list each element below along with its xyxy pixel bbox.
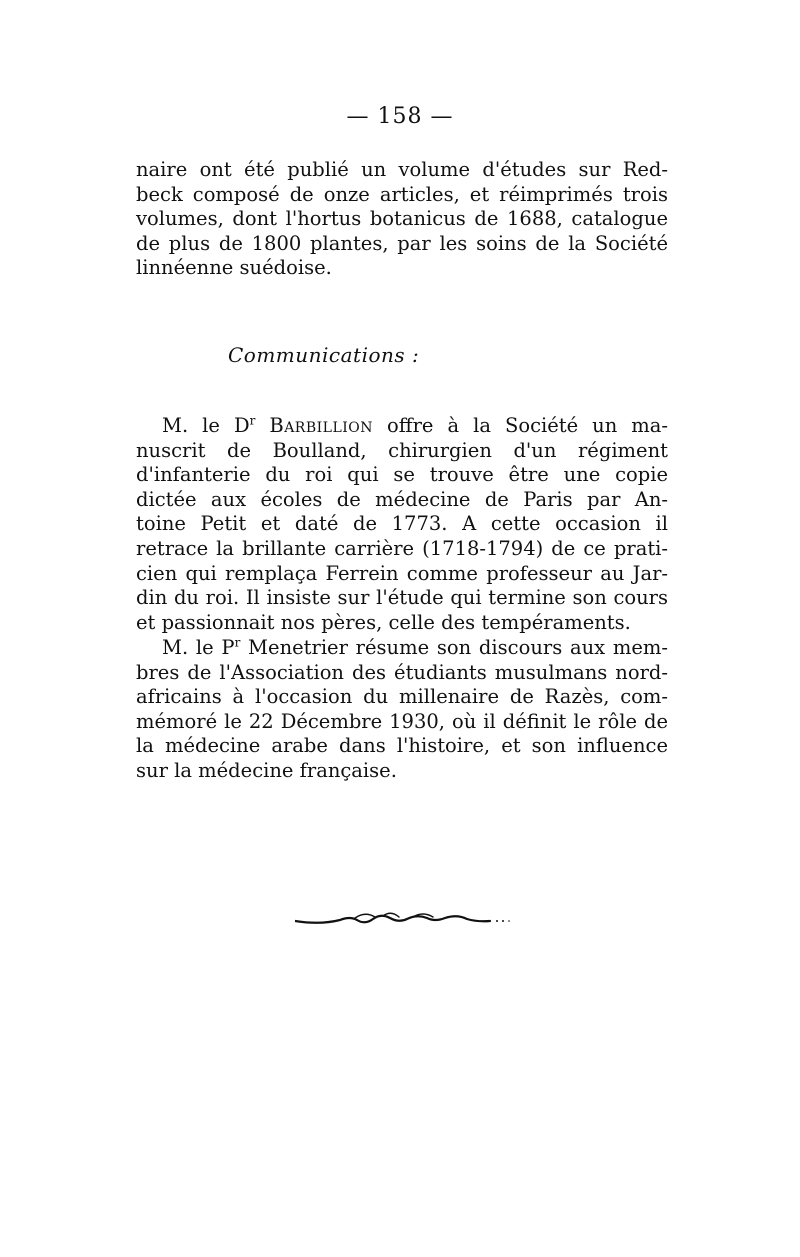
text-line: bres de l'Association des étudiants musulmans nord- xyxy=(136,660,668,684)
text-line: linnéenne suédoise. xyxy=(136,256,332,280)
text-line: la médecine arabe dans l'histoire, et son influence xyxy=(136,734,668,758)
text-fragment: M. le P xyxy=(162,636,235,659)
text-line: africains à l'occasion du millenaire de Razès, com- xyxy=(136,685,668,709)
author-name: Barbillion xyxy=(269,414,374,437)
text-fragment: Menetrier résume son discours aux mem- xyxy=(240,636,668,659)
text-line: sur la médecine française. xyxy=(136,758,397,782)
superscript: r xyxy=(234,635,241,650)
text-line: nuscrit de Boulland, chirurgien d'un régiment xyxy=(136,438,668,462)
text-fragment: M. le D xyxy=(162,414,250,437)
text-line: beck composé de onze articles, et réimprimés trois xyxy=(136,182,668,206)
text-line: de plus de 1800 plantes, par les soins de la Société xyxy=(136,231,668,255)
superscript: r xyxy=(249,413,256,428)
text-line: retrace la brillante carrière (1718-1794) de ce prati- xyxy=(136,536,668,560)
text-fragment: offre à la Société un ma- xyxy=(373,414,668,437)
text-line: toine Petit et daté de 1773. A cette occasion il xyxy=(136,512,668,536)
text-line: cien qui remplaça Ferrein comme professeur au Jar- xyxy=(136,561,668,585)
text-line xyxy=(136,414,668,439)
paragraph-barbillion xyxy=(136,414,668,635)
text-line: mémoré le 22 Décembre 1930, où il définit le rôle de xyxy=(136,709,668,733)
page-number: — 158 — xyxy=(346,104,454,129)
ornament-divider xyxy=(295,905,515,935)
section-heading: Communications : xyxy=(228,343,420,367)
text-line: volumes, dont l'hortus botanicus de 1688, catalogue xyxy=(136,207,668,231)
intro-paragraph xyxy=(136,158,668,281)
text-line xyxy=(136,636,668,661)
text-line: din du roi. Il insiste sur l'étude qui termine son cours xyxy=(136,586,668,610)
text-line: et passionnait nos pères, celle des tempéraments. xyxy=(136,610,631,634)
text-line: d'infanterie du roi qui se trouve être une copie xyxy=(136,463,668,487)
paragraph-menetrier xyxy=(136,636,668,784)
text-line: naire ont été publié un volume d'études sur Red- xyxy=(136,158,668,181)
text-line: dictée aux écoles de médecine de Paris par An- xyxy=(136,487,668,511)
